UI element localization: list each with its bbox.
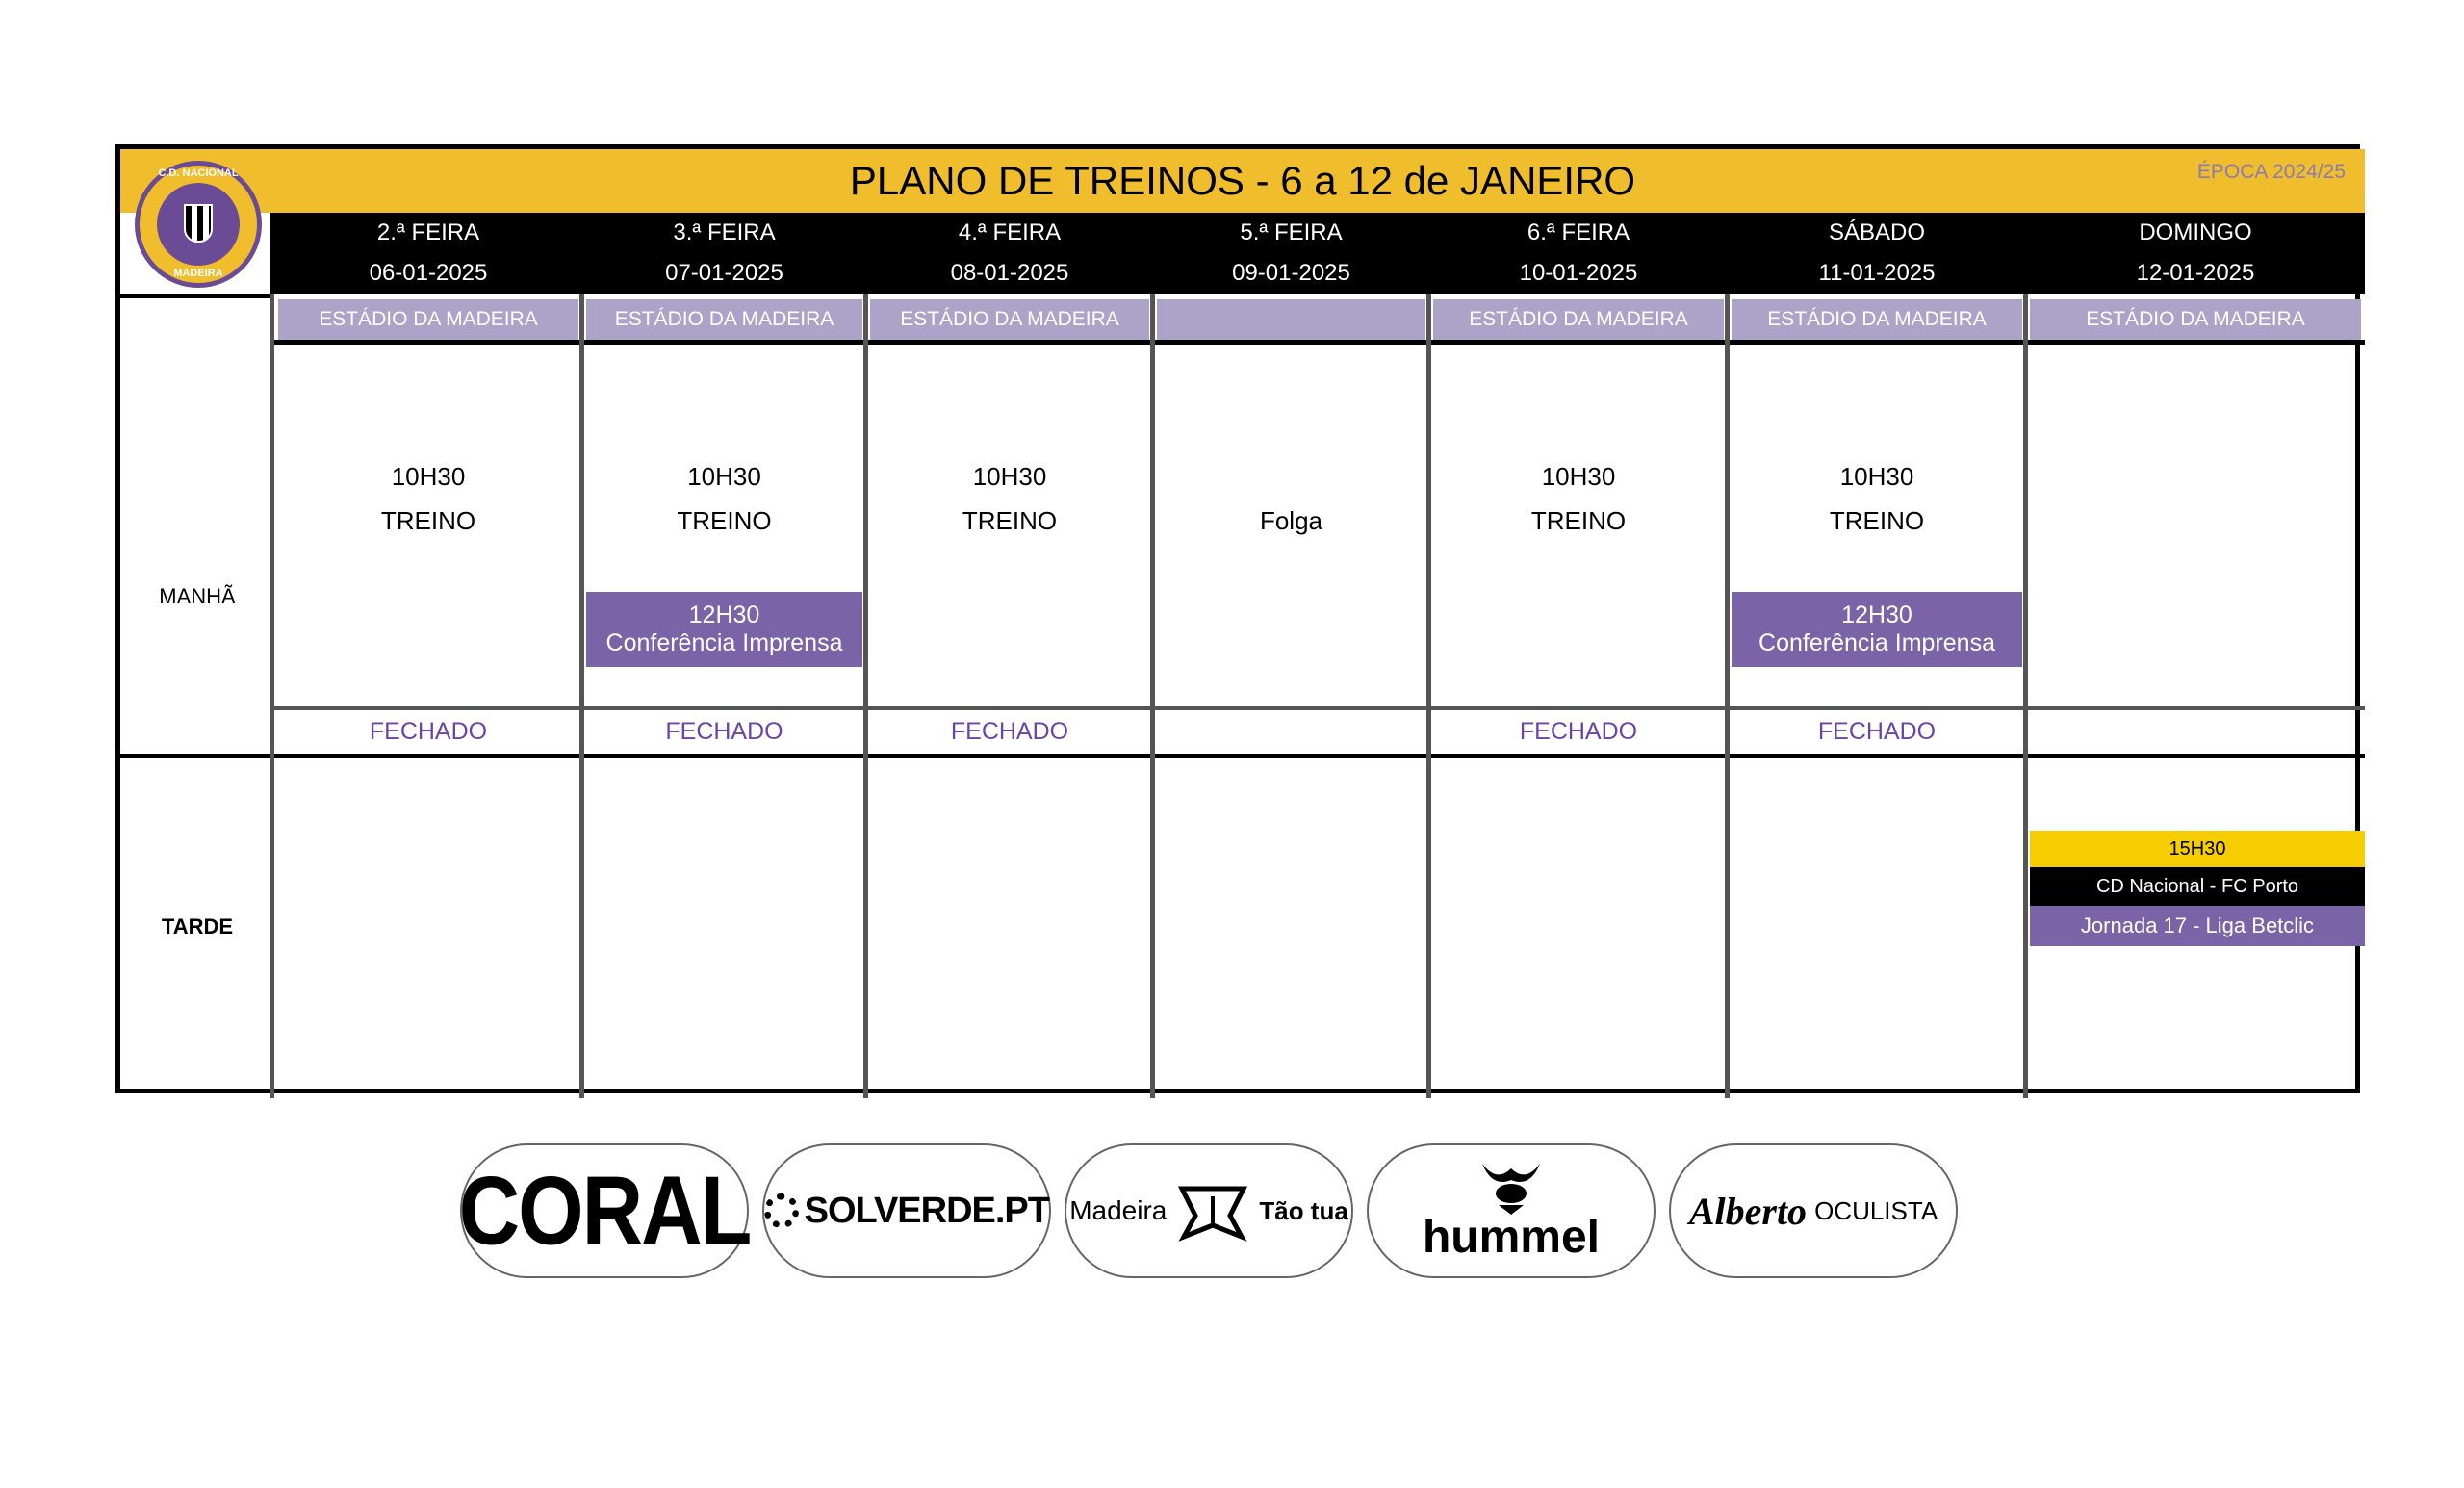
sponsor-alberto-tail: OCULISTA [1814, 1195, 1938, 1225]
row-divider [274, 706, 2365, 710]
training-schedule-board [116, 144, 2360, 1093]
day-date: 07-01-2025 [582, 253, 866, 294]
venue-label [1157, 299, 1425, 340]
sponsor-coral-logo: CORAL [458, 1155, 751, 1266]
column-divider [1150, 294, 1155, 1098]
morning-label: MANHÃ [159, 584, 236, 608]
day-name: 5.ª FEIRA [1153, 213, 1429, 253]
morning-time: 10H30 [391, 461, 466, 491]
sponsor-madeira [1065, 1143, 1353, 1278]
day-name: SÁBADO [1728, 213, 2026, 253]
day-date: 10-01-2025 [1429, 253, 1728, 294]
press-label: Conferência Imprensa [1758, 629, 1995, 656]
sponsor-madeira-right: Tão tua [1259, 1195, 1348, 1225]
day-date: 12-01-2025 [2026, 253, 2365, 294]
sponsor-hummel [1367, 1143, 1656, 1278]
day-name: 3.ª FEIRA [582, 213, 866, 253]
status-label: FECHADO [1817, 717, 1937, 745]
venue-label: ESTÁDIO DA MADEIRA [870, 299, 1149, 340]
column-divider [1725, 294, 1730, 1098]
morning-time: 10H30 [972, 461, 1047, 491]
madeira-emblem-icon [1174, 1177, 1251, 1244]
sponsor-alberto-script: Alberto [1688, 1189, 1808, 1233]
morning-activity: TREINO [1829, 505, 1925, 535]
sponsor-coral [460, 1143, 749, 1278]
bee-icon [1477, 1159, 1545, 1217]
venue-label: ESTÁDIO DA MADEIRA [586, 299, 862, 340]
sponsor-hummel-logo: hummel [1422, 1211, 1601, 1263]
row-divider [274, 340, 2365, 345]
sponsor-alberto [1669, 1143, 1958, 1278]
season-label: ÉPOCA 2024/25 [2196, 161, 2346, 183]
status-label: FECHADO [369, 717, 488, 745]
column-divider [863, 294, 868, 1098]
day-date: 11-01-2025 [1728, 253, 2026, 294]
press-time: 12H30 [688, 602, 760, 629]
shield-icon [184, 204, 213, 243]
game-match-label: CD Nacional - FC Porto [2030, 867, 2365, 906]
venue-label: ESTÁDIO DA MADEIRA [278, 299, 578, 340]
sponsor-madeira-left: Madeira [1069, 1195, 1168, 1225]
day-date: 09-01-2025 [1153, 253, 1429, 294]
press-time: 12H30 [1841, 602, 1912, 629]
venue-label: ESTÁDIO DA MADEIRA [2030, 299, 2361, 340]
day-name: 2.ª FEIRA [274, 213, 582, 253]
sponsor-solverde-logo: SOLVERDE.PT [804, 1190, 1049, 1231]
row-divider [120, 754, 2365, 758]
day-date: 08-01-2025 [866, 253, 1153, 294]
column-divider [1426, 294, 1431, 1098]
badge-top-text: C.D. NACIONAL [158, 167, 239, 179]
sun-icon [764, 1193, 799, 1228]
status-label: FECHADO [950, 717, 1069, 745]
afternoon-label: TARDE [161, 914, 234, 938]
club-badge-inner [157, 183, 240, 266]
page-title: PLANO DE TREINOS - 6 a 12 de JANEIRO [849, 158, 1636, 203]
morning-activity: TREINO [1530, 505, 1627, 535]
morning-activity: TREINO [380, 505, 476, 535]
morning-activity: TREINO [962, 505, 1058, 535]
press-conference-block [1732, 592, 2022, 667]
day-name: DOMINGO [2026, 213, 2365, 253]
morning-time: 10H30 [1839, 461, 1914, 491]
column-divider [270, 294, 274, 1098]
day-name: 4.ª FEIRA [866, 213, 1153, 253]
morning-time: 10H30 [687, 461, 761, 491]
morning-activity: TREINO [677, 505, 772, 535]
game-competition-label: Jornada 17 - Liga Betclic [2030, 906, 2365, 946]
status-label: FECHADO [665, 717, 783, 745]
morning-time: 10H30 [1541, 461, 1616, 491]
game-time-label: 15H30 [2030, 831, 2365, 867]
morning-activity: Folga [1259, 505, 1323, 535]
badge-bottom-text: MADEIRA [173, 268, 223, 279]
press-conference-block [586, 592, 862, 667]
column-divider [2023, 294, 2028, 1098]
venue-label: ESTÁDIO DA MADEIRA [1433, 299, 1724, 340]
press-label: Conferência Imprensa [605, 629, 843, 656]
venue-label: ESTÁDIO DA MADEIRA [1732, 299, 2022, 340]
club-badge-logo [135, 161, 262, 288]
column-divider [579, 294, 584, 1098]
day-name: 6.ª FEIRA [1429, 213, 1728, 253]
day-date: 06-01-2025 [274, 253, 582, 294]
sponsor-solverde [762, 1143, 1051, 1278]
status-label: FECHADO [1519, 717, 1638, 745]
row-divider [120, 294, 274, 298]
